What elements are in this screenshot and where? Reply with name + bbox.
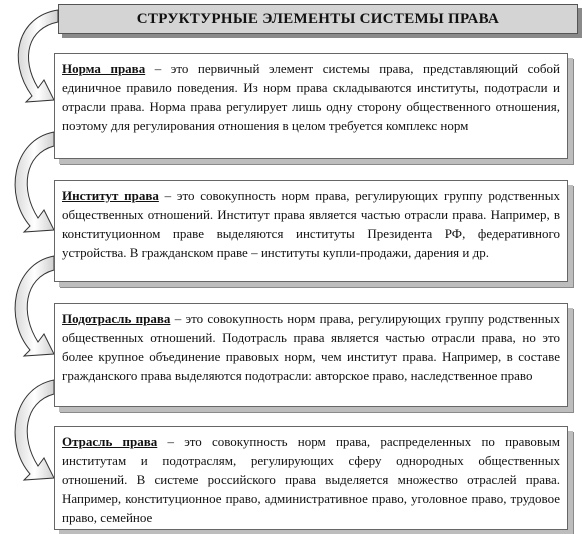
- block-text: – это первичный элемент системы права, представляющий собой единичное правило поведения. Из норм права складываются институты, подотрасли и отрасли права. Норма права регулирует лишь одну сторону общественного отношения, поэтому для регулирования отношения в целом требуется комплекс норм: [62, 61, 560, 133]
- block-term: Норма права: [62, 61, 146, 76]
- block-text: – это совокупность норм права, регулирующих группу родственных общественных отношений. Подотрасль права является частью отрасли права, но это более крупное объединение правовых норм, чем институт права. Например, в составе гражданского права выделяются подотрасли: авторское право, наследственное право: [62, 311, 560, 383]
- block-institut-prava: [54, 180, 568, 282]
- block-podotrasl-prava: [54, 303, 568, 407]
- block-text: – это совокупность норм права, регулирующих группу родственных общественных отношений. Институт права является частью отрасли права. Например, в конституционном праве выделяются институты Президента РФ, федеративного устройства. В гражданском праве – институты купли-продажи, дарения и др.: [62, 188, 561, 260]
- block-norma-prava: [54, 53, 568, 159]
- block-term: Отрасль права: [62, 434, 158, 449]
- curved-arrow-icon: [15, 132, 54, 232]
- block-term: Институт права: [62, 188, 159, 203]
- curved-arrow-icon: [18, 10, 58, 102]
- block-text: – это совокупность норм права, распределенных по правовым институтам и подотраслям, регулирующих сферу однородных общественных отношений. В системе российского права выделяется множество отраслей права. Например, конституционное право, административное право, уголовное право, трудовое право, семейное: [62, 434, 560, 525]
- curved-arrow-icon: [15, 380, 54, 480]
- block-term: Подотрасль права: [62, 311, 171, 326]
- diagram-title: [58, 4, 578, 34]
- diagram-title-text: СТРУКТУРНЫЕ ЭЛЕМЕНТЫ СИСТЕМЫ ПРАВА: [136, 10, 500, 27]
- curved-arrow-icon: [15, 256, 54, 356]
- block-otrasl-prava: [54, 426, 568, 530]
